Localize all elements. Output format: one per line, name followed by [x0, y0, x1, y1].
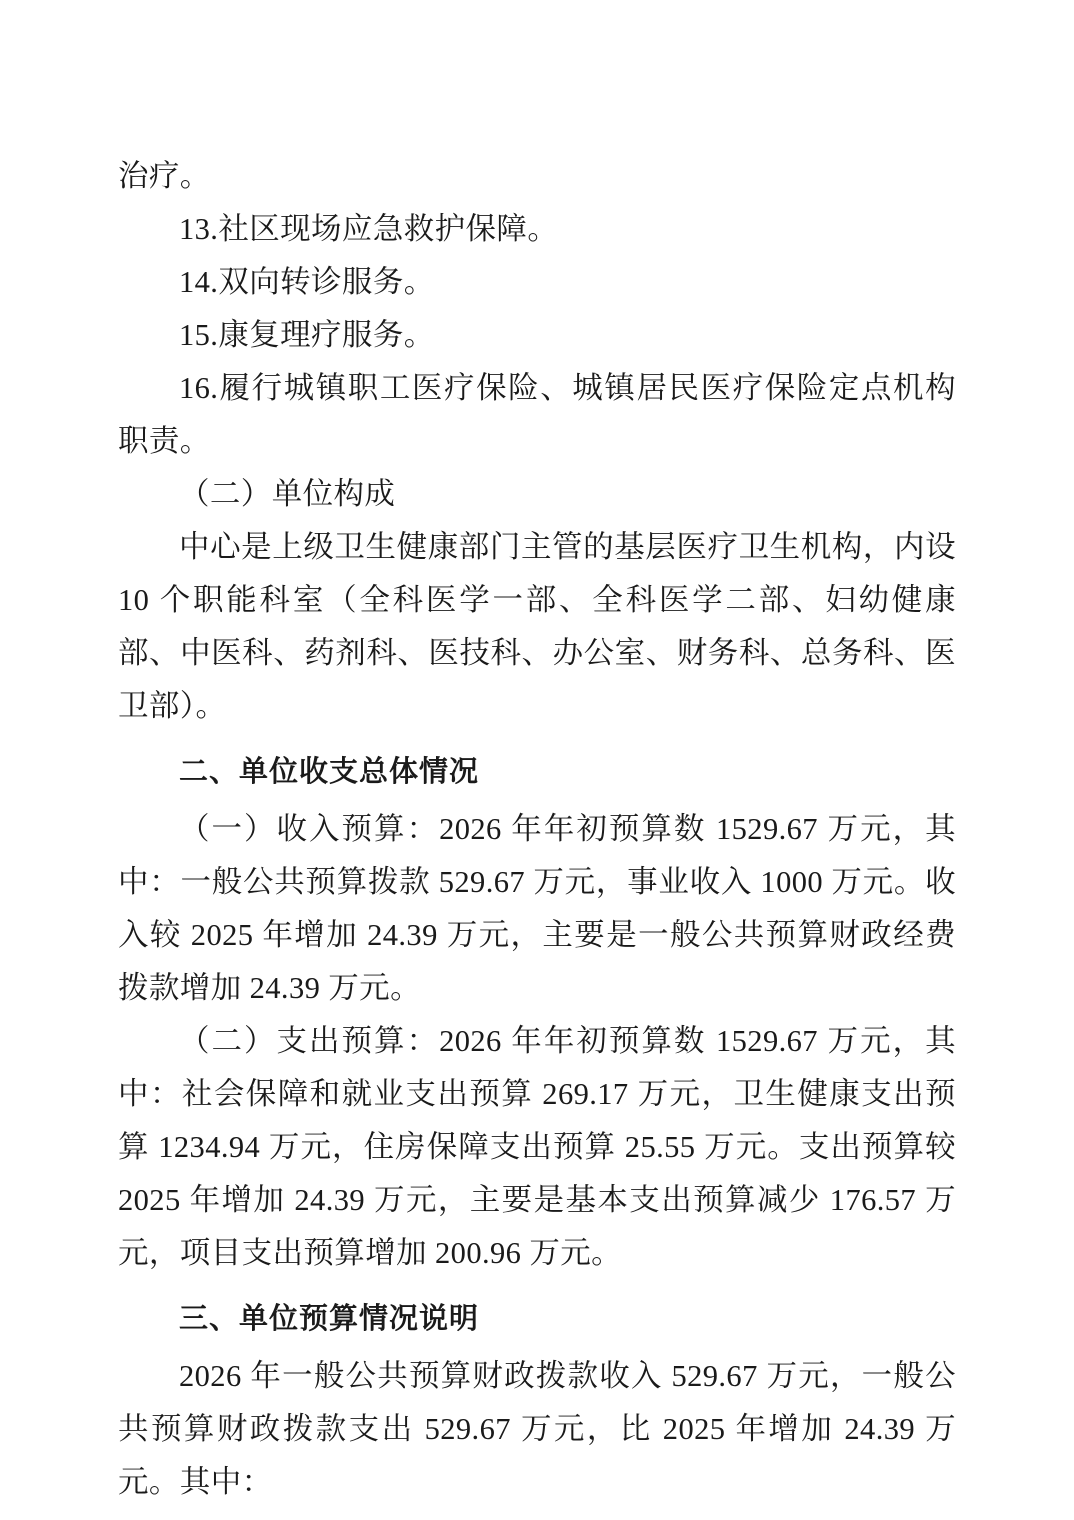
document-body	[118, 150, 956, 1509]
list-item-13: 13.社区现场应急救护保障。	[179, 212, 559, 246]
section-heading-budget-explanation: 三、单位预算情况说明	[179, 1301, 480, 1335]
paragraph-general-public-budget: 2026 年一般公共预算财政拨款收入 529.67 万元，一般公共预算财政拨款支出 529.67 万元，比 2025 年增加 24.39 万元。其中：	[118, 1359, 956, 1499]
subsection-unit-composition-title: （二）单位构成	[179, 477, 396, 511]
list-item-15: 15.康复理疗服务。	[179, 318, 435, 352]
paragraph-expenditure-budget: （二）支出预算：2026 年年初预算数 1529.67 万元，其中：社会保障和就业支出预算 269.17 万元，卫生健康支出预算 1234.94 万元，住房保障支出预算 25.55 万元。支出预算较 2025 年增加 24.39 万元，主要是基本支出预算减少 176.57 万元，项目支出预算增加 200.96 万元。	[118, 1024, 956, 1270]
paragraph-revenue-budget: （一）收入预算：2026 年年初预算数 1529.67 万元，其中：一般公共预算拨款 529.67 万元，事业收入 1000 万元。收入较 2025 年增加 24.39 万元，主要是一般公共预算财政经费拨款增加 24.39 万元。	[118, 812, 956, 1005]
paragraph-treatment: 治疗。	[118, 159, 211, 193]
list-item-16: 16.履行城镇职工医疗保险、城镇居民医疗保险定点机构职责。	[118, 371, 956, 458]
section-heading-revenue-expenditure: 二、单位收支总体情况	[179, 754, 480, 788]
list-item-14: 14.双向转诊服务。	[179, 265, 435, 299]
paragraph-unit-composition: 中心是上级卫生健康部门主管的基层医疗卫生机构，内设 10 个职能科室（全科医学一部、全科医学二部、妇幼健康部、中医科、药剂科、医技科、办公室、财务科、总务科、医卫部）。	[118, 530, 956, 723]
